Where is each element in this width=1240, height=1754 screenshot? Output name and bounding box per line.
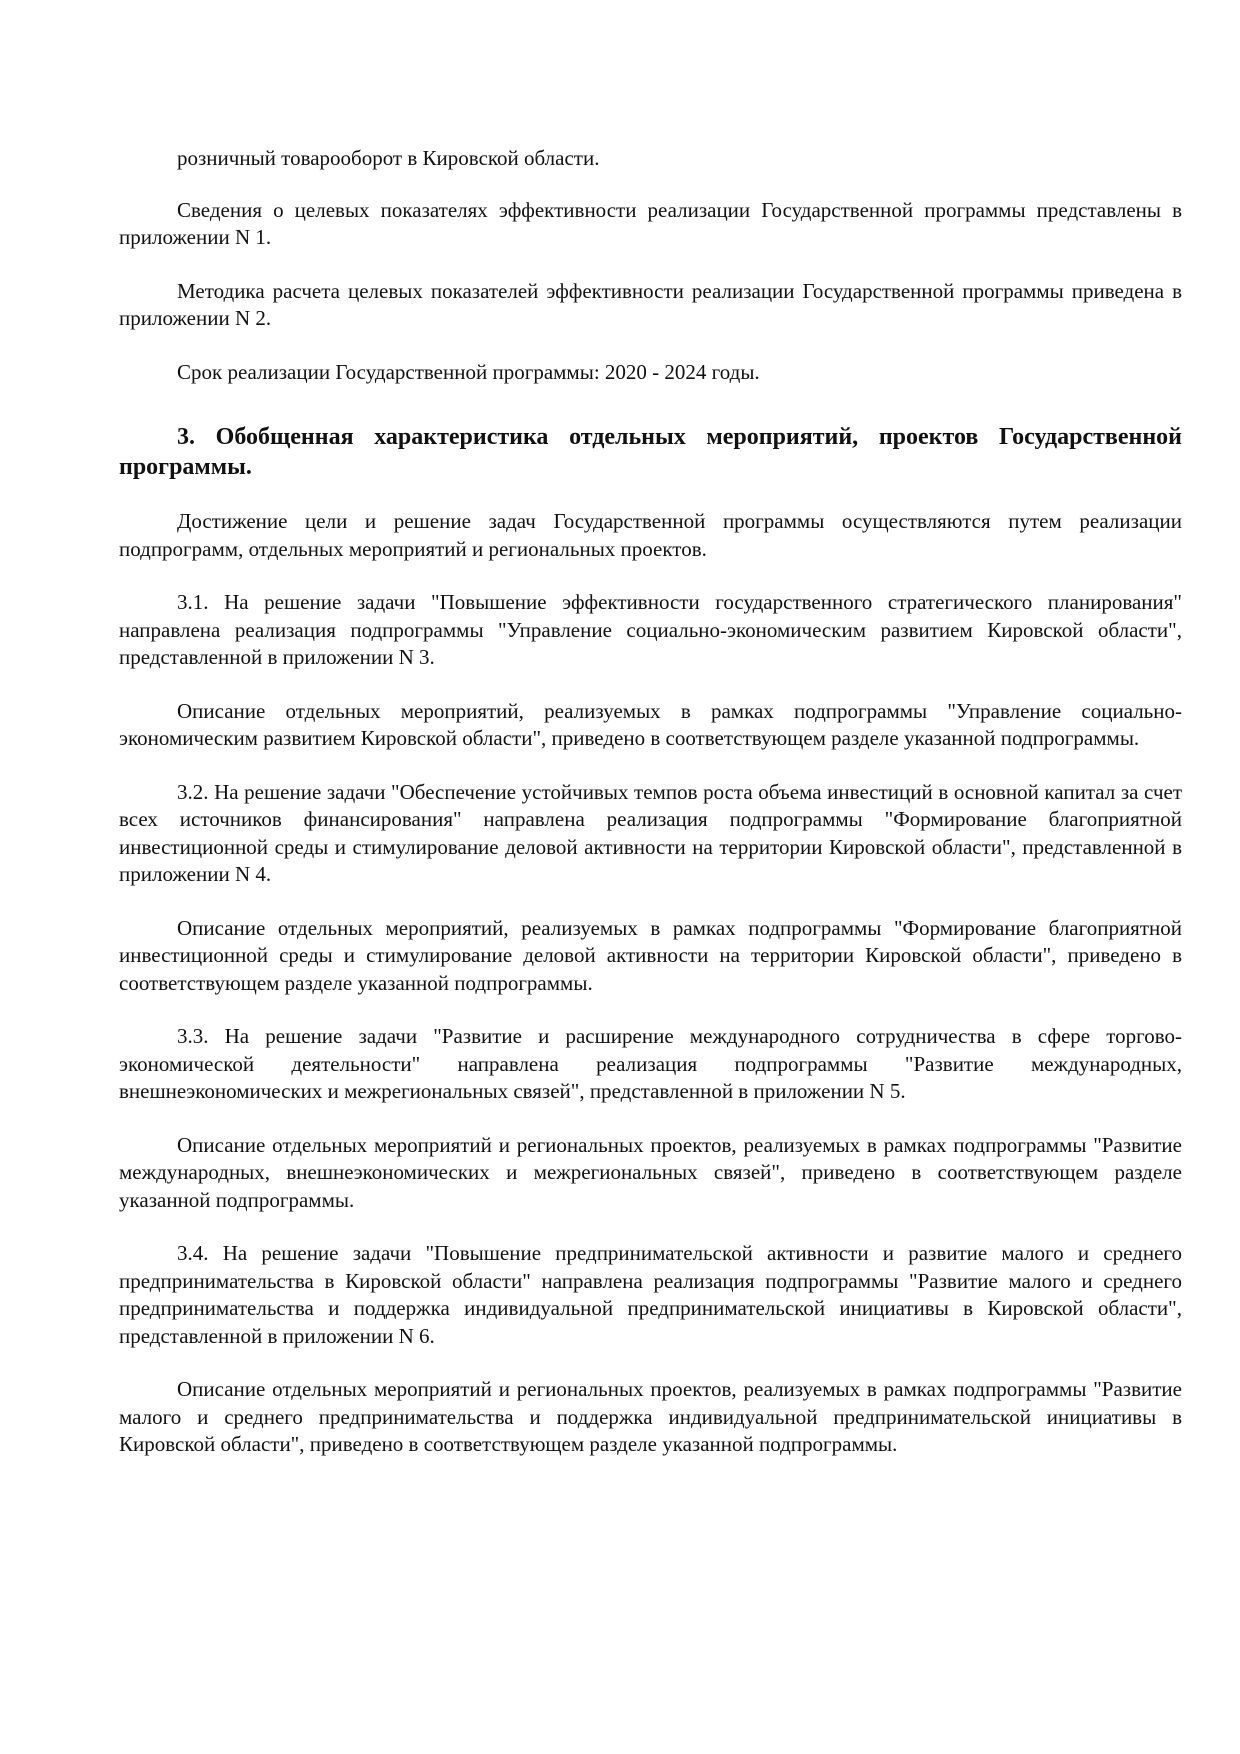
page-content [119, 145, 1182, 1485]
paragraph-target-indicators: Сведения о целевых показателях эффективности реализации Государственной программы представлены в приложении N 1. [119, 197, 1182, 249]
paragraph-3-4-description: Описание отдельных мероприятий и региональных проектов, реализуемых в рамках подпрограммы "Развитие малого и среднего предпринимательства и поддержка индивидуальной предпринимательской инициативы в Кировской области", приведено в соответствующем разделе указанной подпрограммы. [119, 1377, 1182, 1456]
paragraph-3-3: 3.3. На решение задачи "Развитие и расширение международного сотрудничества в сфере торгово-экономической деятельности" направлена реализация подпрограммы "Развитие международных, внешнеэкономических и межрегиональных связей", представленной в приложении N 5. [119, 1024, 1182, 1103]
paragraph-3-4: 3.4. На решение задачи "Повышение предпринимательской активности и развитие малого и среднего предпринимательства в Кировской области" направлена реализация подпрограммы "Развитие малого и среднего предпринимательства и поддержка индивидуальной предпринимательской инициативы в Кировской области", представленной в приложении N 6. [119, 1241, 1182, 1348]
paragraph-retail-turnover: розничный товарооборот в Кировской области. [177, 146, 600, 170]
paragraph-3-1: 3.1. На решение задачи "Повышение эффективности государственного стратегического планирования" направлена реализация подпрограммы "Управление социально-экономическим развитием Кировской области", представленной в приложении N 3. [119, 590, 1182, 669]
paragraph-3-2: 3.2. На решение задачи "Обеспечение устойчивых темпов роста объема инвестиций в основной капитал за счет всех источников финансирования" направлена реализация подпрограммы "Формирование благоприятной инвестиционной среды и стимулирование деловой активности на территории Кировской области", представленной в приложении N 4. [119, 779, 1182, 886]
paragraph-3-1-description: Описание отдельных мероприятий, реализуемых в рамках подпрограммы "Управление социально-экономическим развитием Кировской области", приведено в соответствующем разделе указанной подпрограммы. [119, 698, 1182, 750]
paragraph-methodology: Методика расчета целевых показателей эффективности реализации Государственной программы приведена в приложении N 2. [119, 278, 1182, 330]
paragraph-goal-achievement: Достижение цели и решение задач Государственной программы осуществляются путем реализации подпрограмм, отдельных мероприятий и региональных проектов. [119, 509, 1182, 561]
section-heading: 3. Обобщенная характеристика отдельных мероприятий, проектов Государственной программы. [119, 424, 1182, 480]
paragraph-3-3-description: Описание отдельных мероприятий и региональных проектов, реализуемых в рамках подпрограммы "Развитие международных, внешнеэкономических и межрегиональных связей", приведено в соответствующем разделе указанной подпрограммы. [119, 1132, 1182, 1212]
paragraph-implementation-period: Срок реализации Государственной программы: 2020 - 2024 годы. [177, 359, 760, 384]
paragraph-3-2-description: Описание отдельных мероприятий, реализуемых в рамках подпрограммы "Формирование благоприятной инвестиционной среды и стимулирование деловой активности на территории Кировской области", приведено в соответствующем разделе указанной подпрограммы. [119, 915, 1182, 995]
